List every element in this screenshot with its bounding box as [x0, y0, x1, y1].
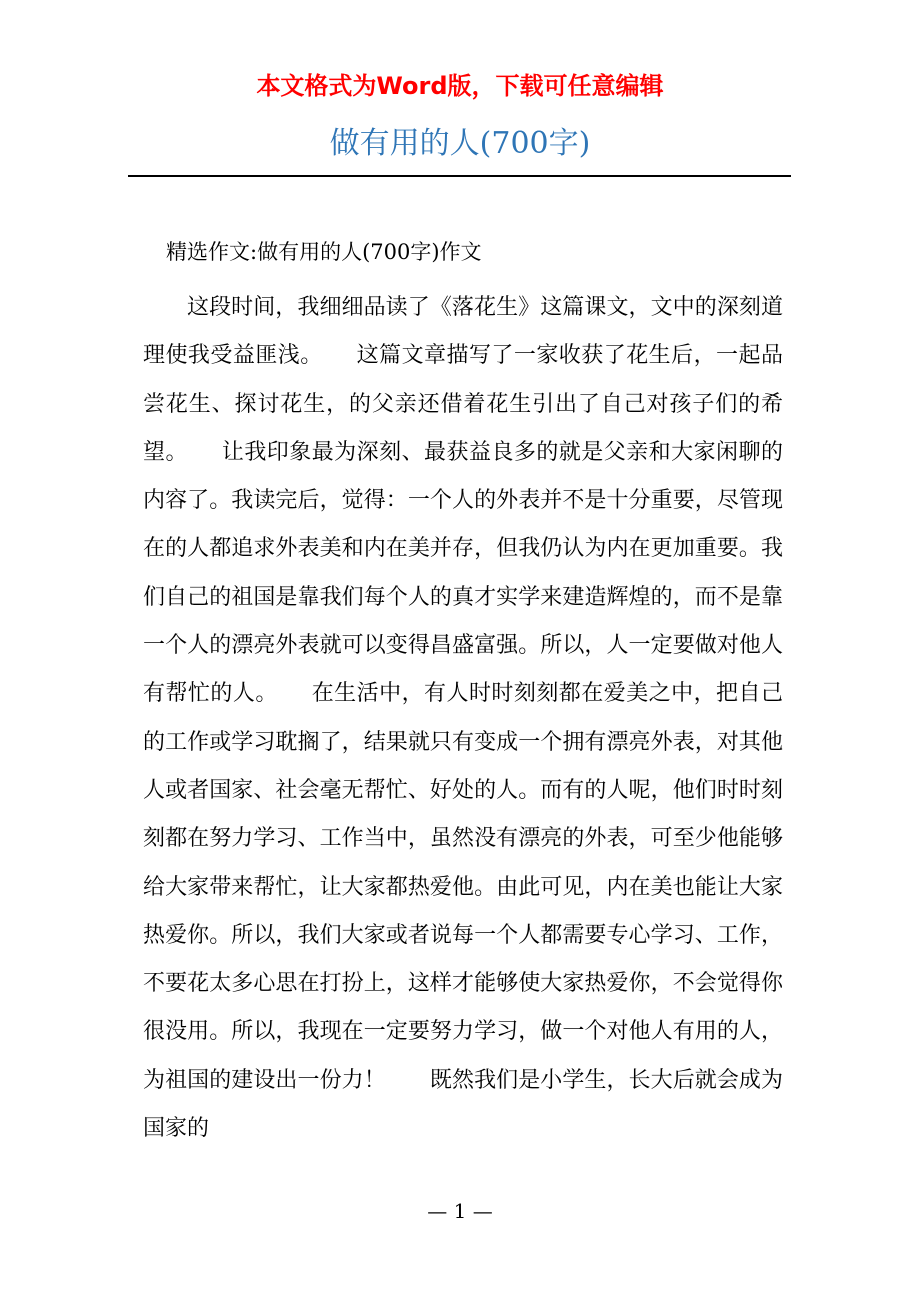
- page-number: — 1 —: [427, 1199, 493, 1223]
- essay-body: 这段时间，我细细品读了《落花生》这篇课文，文中的深刻道理使我受益匪浅。 这篇文章描写了一家收获了花生后，一起品尝花生、探讨花生，的父亲还借着花生引出了自己对孩子们的希望。 让我印象最为深刻、最获益良多的就是父亲和大家闲聊的内容了。我读完后，觉得：一个人的外表并不是十分重要，尽管现在的人都追求外表美和内在美并存，但我仍认为内在更加重要。我们自己的祖国是靠我们每个人的真才实学来建造辉煌的，而不是靠一个人的漂亮外表就可以变得昌盛富强。所以，人一定要做对他人有帮忙的人。 在生活中，有人时时刻刻都在爱美之中，把自己的工作或学习耽搁了，结果就只有变成一个拥有漂亮外表，对其他人或者国家、社会毫无帮忙、好处的人。而有的人呢，他们时时刻刻都在努力学习、工作当中，虽然没有漂亮的外表，可至少他能够给大家带来帮忙，让大家都热爱他。由此可见，内在美也能让大家热爱你。所以，我们大家或者说每一个人都需要专心学习、工作，不要花太多心思在打扮上，这样才能够使大家热爱你，不会觉得你很没用。所以，我现在一定要努力学习，做一个对他人有用的人，为祖国的建设出一份力！ 既然我们是小学生，长大后就会成为国家的: [143, 295, 783, 1142]
- title-divider: [128, 175, 791, 177]
- format-notice-banner: 本文格式为Word版，下载可任意编辑: [256, 72, 664, 100]
- essay-subtitle: 精选作文:做有用的人(700字)作文: [166, 240, 482, 264]
- document-title: 做有用的人(700字): [329, 126, 591, 161]
